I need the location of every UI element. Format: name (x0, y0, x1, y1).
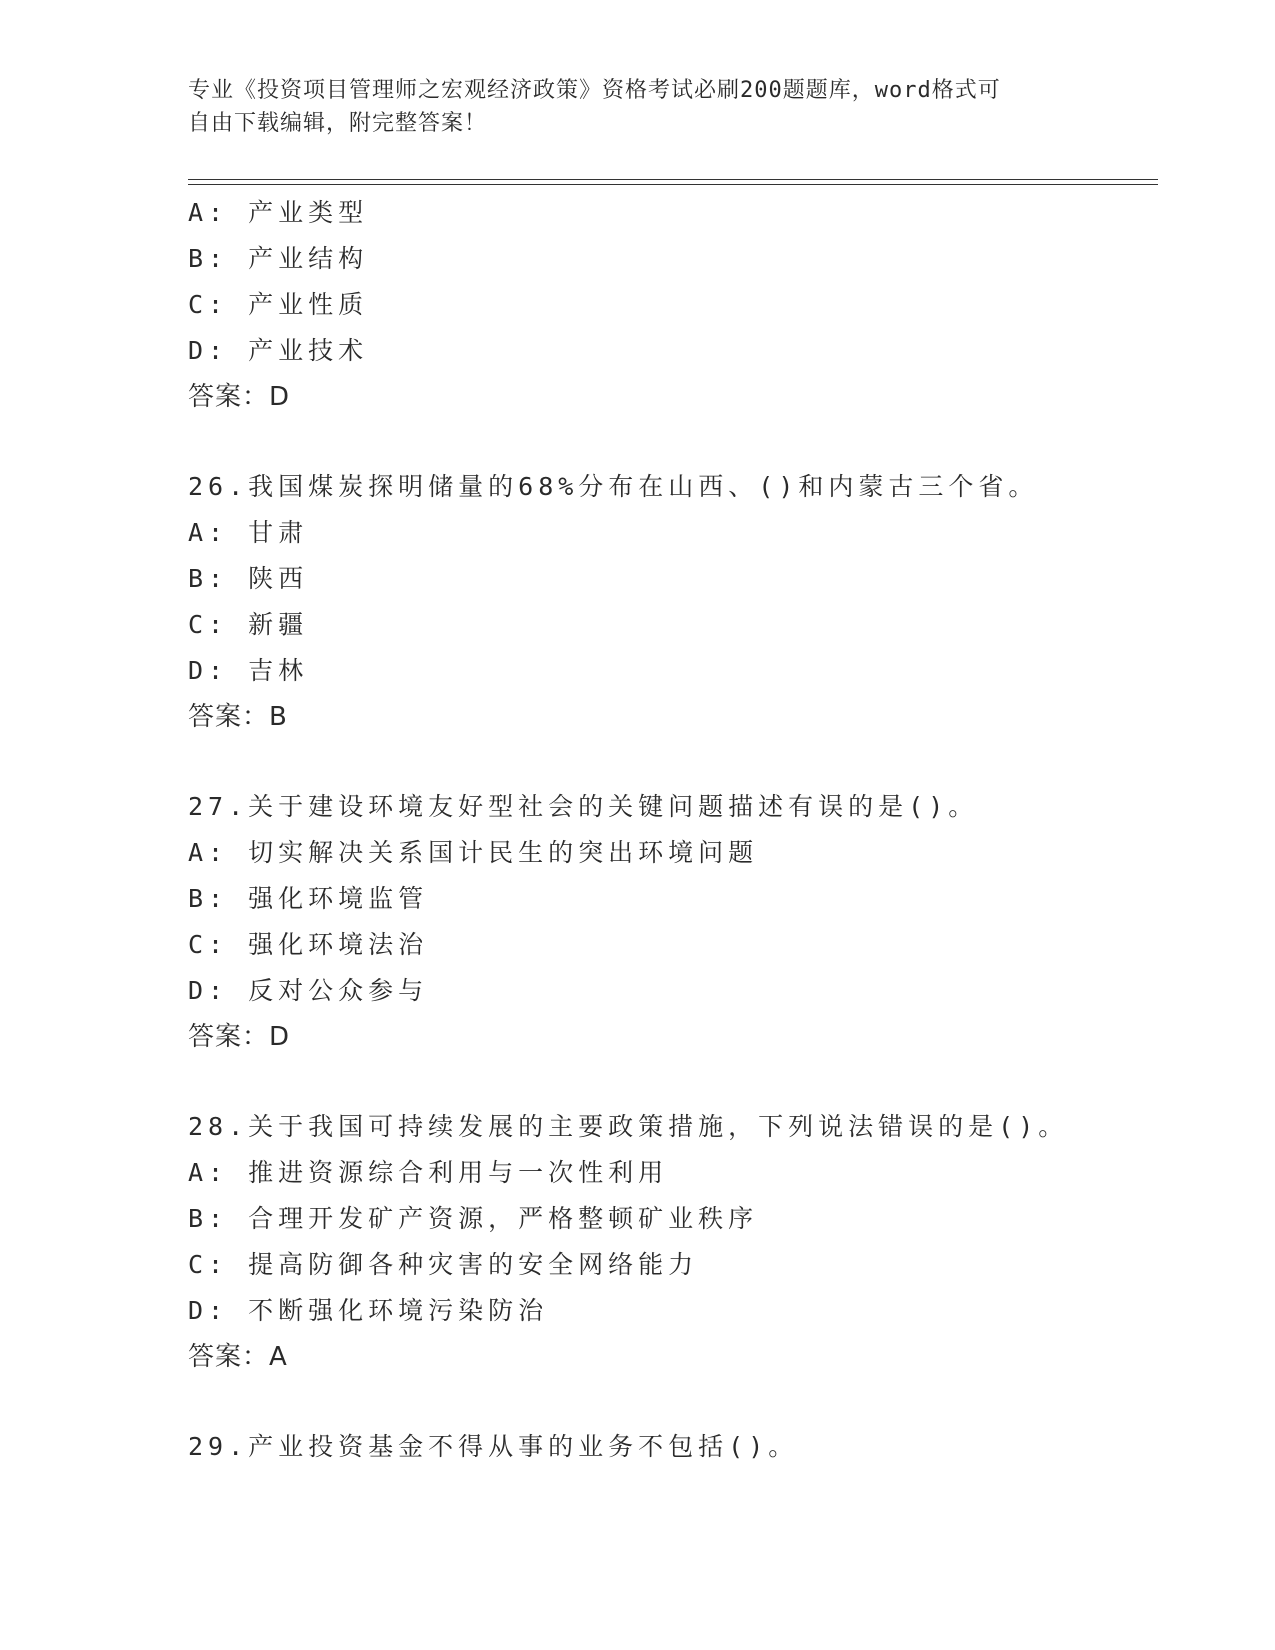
header-title-line-1: 专业《投资项目管理师之宏观经济政策》资格考试必刷200题题库，word格式可 (188, 78, 1001, 103)
answer-line: 答案：B (188, 702, 288, 732)
document-header (188, 74, 1068, 140)
option-d: D: 不断强化环境污染防治 (188, 1296, 549, 1325)
question-block-25 (188, 190, 1188, 420)
question-block-27 (188, 784, 1188, 1060)
option-a: A: 产业类型 (188, 198, 369, 227)
question-text: 27.关于建设环境友好型社会的关键问题描述有误的是()。 (188, 792, 979, 821)
question-block-26 (188, 464, 1188, 740)
option-a: A: 推进资源综合利用与一次性利用 (188, 1158, 669, 1187)
option-d: D: 反对公众参与 (188, 976, 429, 1005)
option-b: B: 合理开发矿产资源，严格整顿矿业秩序 (188, 1204, 759, 1233)
option-c: C: 产业性质 (188, 290, 369, 319)
question-block-28 (188, 1104, 1188, 1380)
answer-line: 答案：D (188, 382, 291, 412)
option-c: C: 强化环境法治 (188, 930, 429, 959)
question-text: 26.我国煤炭探明储量的68%分布在山西、()和内蒙古三个省。 (188, 472, 1039, 501)
question-text: 28.关于我国可持续发展的主要政策措施，下列说法错误的是()。 (188, 1112, 1069, 1141)
option-b: B: 强化环境监管 (188, 884, 429, 913)
question-text: 29.产业投资基金不得从事的业务不包括()。 (188, 1432, 799, 1461)
option-a: A: 切实解决关系国计民生的突出环境问题 (188, 838, 759, 867)
option-b: B: 陕西 (188, 564, 309, 593)
header-title-line-2: 自由下载编辑，附完整答案！ (188, 111, 488, 136)
answer-line: 答案：D (188, 1022, 291, 1052)
question-block-29 (188, 1424, 1188, 1470)
header-divider-top (188, 179, 1158, 180)
option-c: C: 提高防御各种灾害的安全网络能力 (188, 1250, 699, 1279)
header-divider-bottom (188, 184, 1158, 185)
answer-line: 答案：A (188, 1342, 288, 1372)
option-c: C: 新疆 (188, 610, 309, 639)
option-d: D: 产业技术 (188, 336, 369, 365)
question-list (188, 190, 1188, 1470)
option-d: D: 吉林 (188, 656, 309, 685)
option-a: A: 甘肃 (188, 518, 309, 547)
option-b: B: 产业结构 (188, 244, 369, 273)
